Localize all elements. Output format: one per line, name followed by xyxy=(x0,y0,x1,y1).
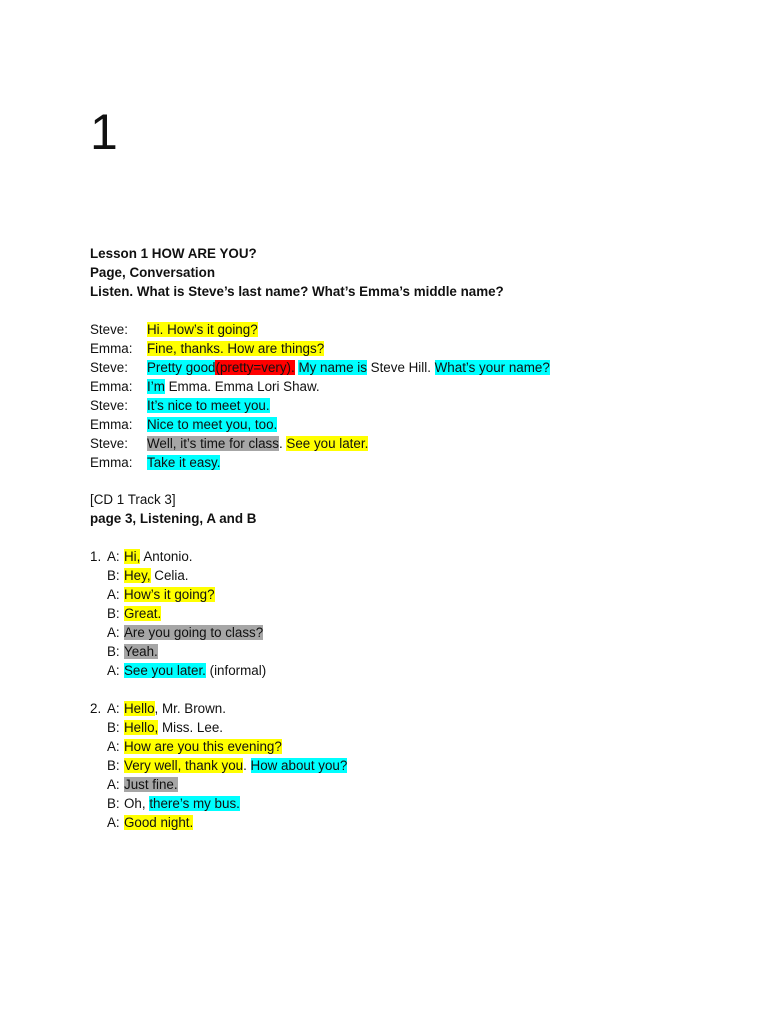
speaker-label: Emma: xyxy=(90,417,133,432)
highlight-yellow: Good night. xyxy=(124,815,194,830)
highlight-gray: Well, it’s time for class xyxy=(147,436,279,451)
highlight-yellow: Great. xyxy=(124,606,162,621)
exercise-line xyxy=(90,623,266,642)
exercise-line xyxy=(90,547,266,566)
role-label: B: xyxy=(107,758,120,773)
highlight-cyan: there’s my bus. xyxy=(149,796,240,811)
dialogue-line xyxy=(90,358,550,377)
speaker-label: Steve: xyxy=(90,436,128,451)
exercise-line xyxy=(90,585,266,604)
exercise-line xyxy=(90,699,347,718)
exercise-1 xyxy=(90,547,266,680)
highlight-cyan: Take it easy. xyxy=(147,455,221,470)
highlight-cyan: My name is xyxy=(298,360,367,375)
dialogue-line xyxy=(90,377,550,396)
dialogue-line xyxy=(90,453,550,472)
speaker-label: Steve: xyxy=(90,360,128,375)
exercise-line xyxy=(90,604,266,623)
role-label: A: xyxy=(107,815,120,830)
page-number: 1 xyxy=(90,104,118,160)
text-segment: , Mr. Brown. xyxy=(154,701,226,716)
exercise-line xyxy=(90,661,266,680)
highlight-yellow: Hello xyxy=(124,701,155,716)
role-label: A: xyxy=(107,739,120,754)
exercise-line xyxy=(90,775,347,794)
highlight-cyan: Nice to meet you, too. xyxy=(147,417,278,432)
listening-prompt: Listen. What is Steve’s last name? What’s Emma’s middle name? xyxy=(90,284,504,299)
highlight-cyan: See you later. xyxy=(124,663,206,678)
conversation-dialogue xyxy=(90,320,550,472)
highlight-cyan: Pretty good xyxy=(147,360,216,375)
exercise-2 xyxy=(90,699,347,832)
highlight-gray: Yeah. xyxy=(124,644,158,659)
exercise-line xyxy=(90,718,347,737)
exercise-line xyxy=(90,756,347,775)
role-label: B: xyxy=(107,796,120,811)
highlight-yellow: Very well, thank you xyxy=(124,758,244,773)
highlight-cyan: What’s your name? xyxy=(434,360,550,375)
role-label: B: xyxy=(107,568,120,583)
text-segment: Steve Hill. xyxy=(366,360,435,375)
exercise-line xyxy=(90,642,266,661)
lesson-title: Lesson 1 HOW ARE YOU? xyxy=(90,246,257,261)
highlight-yellow: How are you this evening? xyxy=(124,739,282,754)
role-label: B: xyxy=(107,720,120,735)
role-label: B: xyxy=(107,606,120,621)
role-label: A: xyxy=(107,663,120,678)
exercise-line xyxy=(90,794,347,813)
speaker-label: Emma: xyxy=(90,455,133,470)
text-segment: Emma. Emma Lori Shaw. xyxy=(164,379,320,394)
role-label: A: xyxy=(107,625,120,640)
speaker-label: Steve: xyxy=(90,322,128,337)
text-segment: . xyxy=(278,436,287,451)
exercise-number: 2. xyxy=(90,701,102,716)
highlight-cyan: How about you? xyxy=(250,758,348,773)
highlight-yellow: Hi. How’s it going? xyxy=(147,322,258,337)
track-header xyxy=(90,490,256,528)
role-label: A: xyxy=(107,701,120,716)
text-segment: . xyxy=(243,758,251,773)
text-segment: Antonio. xyxy=(140,549,193,564)
highlight-yellow: See you later. xyxy=(286,436,369,451)
role-label: A: xyxy=(107,549,120,564)
highlight-red: (pretty=very). xyxy=(215,360,295,375)
exercise-line xyxy=(90,813,347,832)
text-segment: Miss. Lee. xyxy=(158,720,223,735)
speaker-label: Emma: xyxy=(90,379,133,394)
exercise-line xyxy=(90,737,347,756)
highlight-cyan: It’s nice to meet you. xyxy=(147,398,270,413)
highlight-yellow: Fine, thanks. How are things? xyxy=(147,341,325,356)
highlight-yellow: Hi, xyxy=(124,549,141,564)
dialogue-line xyxy=(90,396,550,415)
text-segment: (informal) xyxy=(205,663,267,678)
text-segment: Oh, xyxy=(124,796,150,811)
dialogue-line xyxy=(90,339,550,358)
exercise-line xyxy=(90,566,266,585)
exercise-number: 1. xyxy=(90,549,102,564)
highlight-yellow: How’s it going? xyxy=(124,587,215,602)
dialogue-line xyxy=(90,320,550,339)
highlight-gray: Are you going to class? xyxy=(124,625,264,640)
listening-section-title: page 3, Listening, A and B xyxy=(90,511,257,526)
role-label: A: xyxy=(107,777,120,792)
role-label: B: xyxy=(107,644,120,659)
highlight-cyan: I’m xyxy=(147,379,165,394)
highlight-gray: Just fine. xyxy=(124,777,178,792)
cd-track-label: [CD 1 Track 3] xyxy=(90,492,176,507)
dialogue-line xyxy=(90,434,550,453)
highlight-yellow: Hello, xyxy=(124,720,159,735)
speaker-label: Steve: xyxy=(90,398,128,413)
role-label: A: xyxy=(107,587,120,602)
section-title: Page, Conversation xyxy=(90,265,216,280)
speaker-label: Emma: xyxy=(90,341,133,356)
lesson-header xyxy=(90,244,504,301)
dialogue-line xyxy=(90,415,550,434)
highlight-yellow: Hey, xyxy=(124,568,151,583)
text-segment: Celia. xyxy=(150,568,189,583)
